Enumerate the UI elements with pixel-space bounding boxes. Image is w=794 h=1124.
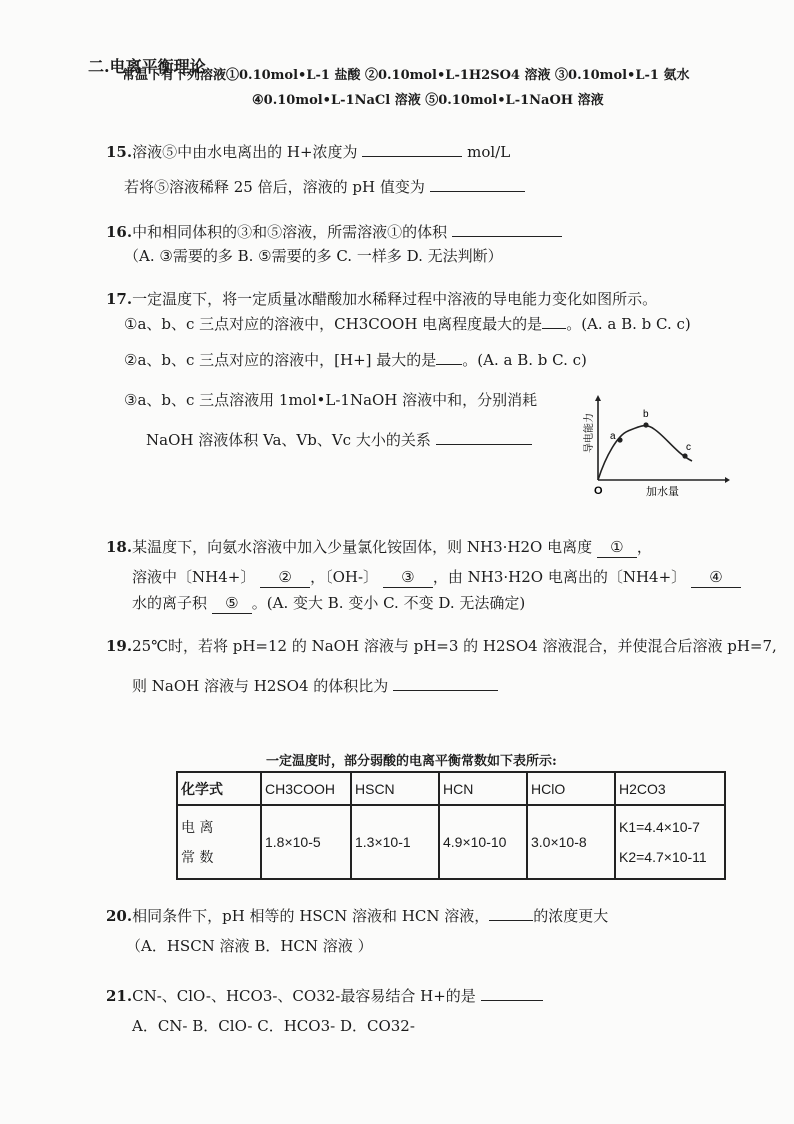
q15-ph-blank[interactable]: [430, 177, 525, 192]
q20-options: （A．HSCN 溶液 B．HCN 溶液 ）: [126, 937, 373, 955]
q18-nh4-text: 溶液中〔NH4+〕: [132, 568, 256, 586]
q15-unit: mol/L: [467, 143, 511, 161]
q20-number: 20.: [106, 907, 133, 925]
table-value-h2co3-k2: K2=4.7×10-11: [619, 849, 707, 865]
q19-line: [106, 636, 777, 656]
q18-line-2: [132, 567, 741, 588]
q20-text: 相同条件下，pH 相等的 HSCN 溶液和 HCN 溶液，: [132, 907, 490, 925]
q17-part-2-blank[interactable]: [436, 350, 462, 365]
table-header-ch3cooh: CH3COOH: [261, 772, 351, 805]
table-value-hcn: 4.9×10-10: [439, 805, 527, 879]
q20-text-end: 的浓度更大: [533, 907, 609, 925]
q17-line: [106, 289, 657, 309]
table-row-label-line-1: 电 离: [181, 820, 214, 836]
table-value-hclo: 3.0×10-8: [527, 805, 615, 879]
q16-text: 中和相同体积的③和⑤溶液，所需溶液①的体积: [132, 223, 448, 241]
q17-part-2-options: 。(A. a B. b C. c): [462, 351, 587, 369]
table-row-label: [177, 805, 261, 879]
table-header-formula: 化学式: [177, 772, 261, 805]
q17-text: 一定温度下，将一定质量冰醋酸加水稀释过程中溶液的导电能力变化如图所示。: [132, 290, 658, 308]
graph-y-arrow: [595, 395, 601, 401]
q21-number: 21.: [106, 987, 133, 1005]
q21-line: [106, 986, 543, 1006]
q16-number: 16.: [106, 223, 133, 241]
q15-answer-blank[interactable]: [362, 142, 462, 157]
table-header-hcn: HCN: [439, 772, 527, 805]
q15-text: 溶液⑤中由水电离出的 H+浓度为: [132, 143, 358, 161]
q19-number: 19.: [106, 637, 133, 655]
q18-line: 18.某温度下，向氨水溶液中加入少量氯化铵固体，则 NH3·H2O 电离度 ① ，: [106, 538, 652, 556]
graph-point-b-label: b: [643, 409, 649, 420]
q18-options: 。(A. 变大 B. 变小 C. 不变 D. 无法确定): [251, 594, 526, 612]
q15-number: 15.: [106, 143, 133, 161]
q17-part-3-blank[interactable]: [436, 430, 532, 445]
graph-point-c-label: c: [686, 442, 691, 453]
table-value-h2co3: [615, 805, 725, 879]
table-header-h2co3: H2CO3: [615, 772, 725, 805]
q18-water-product-text: 水的离子积: [132, 594, 208, 612]
q18-blank-4[interactable]: ④: [691, 567, 741, 588]
q20-line: [106, 906, 608, 926]
table-caption: 一定温度时，部分弱酸的电离平衡常数如下表所示:: [266, 754, 557, 769]
q18-number: 18.: [106, 538, 133, 556]
section-title: 二.电离平衡理论: [88, 57, 206, 76]
q18-blank-3[interactable]: ③: [383, 567, 433, 588]
q15-text-2: 若将⑤溶液稀释 25 倍后，溶液的 pH 值变为: [124, 178, 425, 196]
q15-line-2: [124, 177, 525, 197]
q17-part-3b-text: NaOH 溶液体积 Va、Vb、Vc 大小的关系: [146, 431, 431, 449]
q19-text-2: 则 NaOH 溶液与 H2SO4 的体积比为: [132, 677, 389, 695]
q16-answer-blank[interactable]: [452, 222, 562, 237]
q15-line: [106, 142, 510, 162]
graph-origin: O: [594, 485, 603, 497]
q17-part-1-blank[interactable]: [542, 314, 566, 329]
graph-y-label: 导电能力: [584, 413, 595, 453]
q17-number: 17.: [106, 290, 133, 308]
table-value-row: [177, 805, 725, 879]
q16-line: [106, 222, 562, 242]
conductivity-graph: [580, 395, 730, 500]
q17-part-1-text: ①a、b、c 三点对应的溶液中，CH3COOH 电离程度最大的是: [124, 315, 543, 333]
q19-answer-blank[interactable]: [393, 676, 498, 691]
q17-part-3: ③a、b、c 三点溶液用 1mol•L-1NaOH 溶液中和，分别消耗: [124, 391, 538, 409]
q20-answer-blank[interactable]: [489, 906, 533, 921]
q21-answer-blank[interactable]: [481, 986, 543, 1001]
table-value-h2co3-k1: K1=4.4×10-7: [619, 819, 700, 835]
q18-blank-1[interactable]: ①: [597, 537, 637, 558]
graph-point-c-dot: [682, 453, 687, 458]
table-header-hscn: HSCN: [351, 772, 439, 805]
table-header-hclo: HClO: [527, 772, 615, 805]
table-row-label-line-2: 常 数: [181, 850, 214, 866]
intro-line-2: ④0.10mol•L-1NaCl 溶液 ⑤0.10mol•L-1NaOH 溶液: [252, 93, 604, 108]
ionization-constants-table: [176, 771, 726, 880]
graph-point-a-dot: [617, 437, 622, 442]
q18-oh-text: ，〔OH-〕: [310, 568, 379, 586]
table-header-row: [177, 772, 725, 805]
graph-x-label: 加水量: [646, 485, 679, 498]
q17-part-2-text: ②a、b、c 三点对应的溶液中，[H+] 最大的是: [124, 351, 437, 369]
graph-point-b-dot: [643, 422, 648, 427]
table-value-ch3cooh: 1.8×10-5: [261, 805, 351, 879]
intro-line-1: 常温下有下列溶液①0.10mol•L-1 盐酸 ②0.10mol•L-1H2SO4 溶液 ③0.10mol•L-1 氨水: [122, 68, 690, 83]
q17-part-1: [124, 314, 691, 334]
q18-line-3: [132, 593, 525, 614]
q17-part-3b: [146, 430, 532, 450]
graph-x-arrow: [725, 477, 730, 483]
q19-text: 25℃时，若将 pH=12 的 NaOH 溶液与 pH=3 的 H2SO4 溶液混合，并使混合后溶液 pH=7,: [132, 637, 777, 655]
table-value-hscn: 1.3×10-1: [351, 805, 439, 879]
q18-text: 某温度下，向氨水溶液中加入少量氯化铵固体，则 NH3·H2O 电离度: [132, 538, 593, 556]
q16-options: （A. ③需要的多 B. ⑤需要的多 C. 一样多 D. 无法判断）: [124, 247, 503, 265]
q19-line-2: [132, 676, 498, 696]
q21-text: CN-、ClO-、HCO3-、CO32-最容易结合 H+的是: [132, 987, 476, 1005]
q17-part-1-options: 。(A. a B. b C. c): [566, 315, 691, 333]
graph-point-a-label: a: [610, 431, 616, 442]
q18-ionized-nh4-text: ，由 NH3·H2O 电离出的〔NH4+〕: [432, 568, 687, 586]
q18-blank-2[interactable]: ②: [260, 567, 310, 588]
q17-part-2: [124, 350, 587, 370]
q18-blank-5[interactable]: ⑤: [212, 593, 252, 614]
q21-options: A．CN- B．ClO- C．HCO3- D．CO32-: [132, 1017, 415, 1035]
